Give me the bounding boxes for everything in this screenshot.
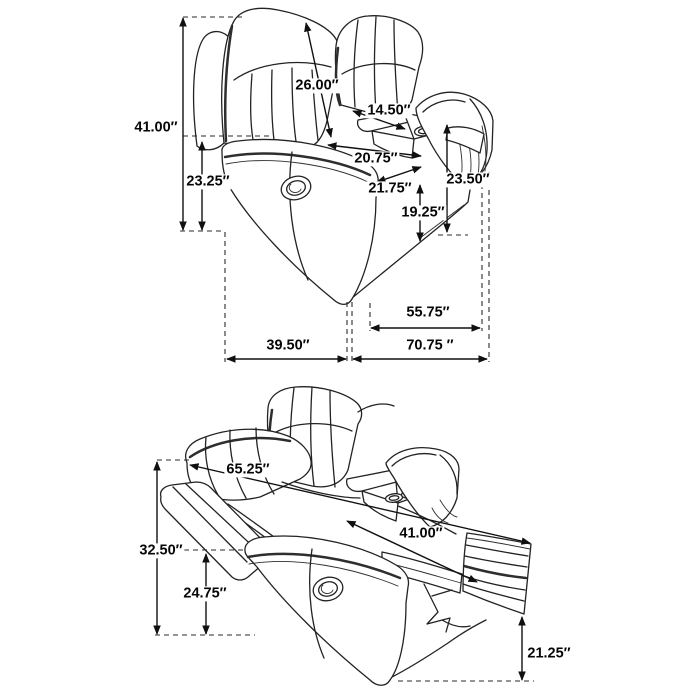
dim-label-arm-height: 23.50″ xyxy=(446,171,490,188)
dim-label-reclined-back-height: 32.50″ xyxy=(139,542,183,559)
dim-label-seat-depth: 21.75″ xyxy=(368,180,412,197)
dim-label-overall-height: 41.00″ xyxy=(134,119,178,136)
dim-label-console-width: 14.50″ xyxy=(367,102,411,119)
dim-label-reclined-length: 65.25″ xyxy=(226,461,270,478)
dim-label-footrest-clearance: 21.25″ xyxy=(527,645,571,662)
dim-label-footrest-top-height: 24.75″ xyxy=(183,585,227,602)
dim-label-interior-width: 55.75″ xyxy=(406,304,450,321)
loveseat-reclined-drawing xyxy=(161,387,531,686)
dim-label-back-height: 23.25″ xyxy=(186,173,230,190)
dim-label-overall-width: 70.75 ″ xyxy=(406,337,454,354)
dim-label-seat-height: 19.25″ xyxy=(401,204,445,221)
dim-label-overall-depth: 39.50″ xyxy=(266,337,310,354)
dim-label-seatback-width: 26.00″ xyxy=(295,77,339,94)
dim-label-recline-extension: 41.00″ xyxy=(399,525,443,542)
dim-label-seat-width: 20.75″ xyxy=(354,150,398,167)
loveseat-upright-drawing xyxy=(194,8,493,304)
